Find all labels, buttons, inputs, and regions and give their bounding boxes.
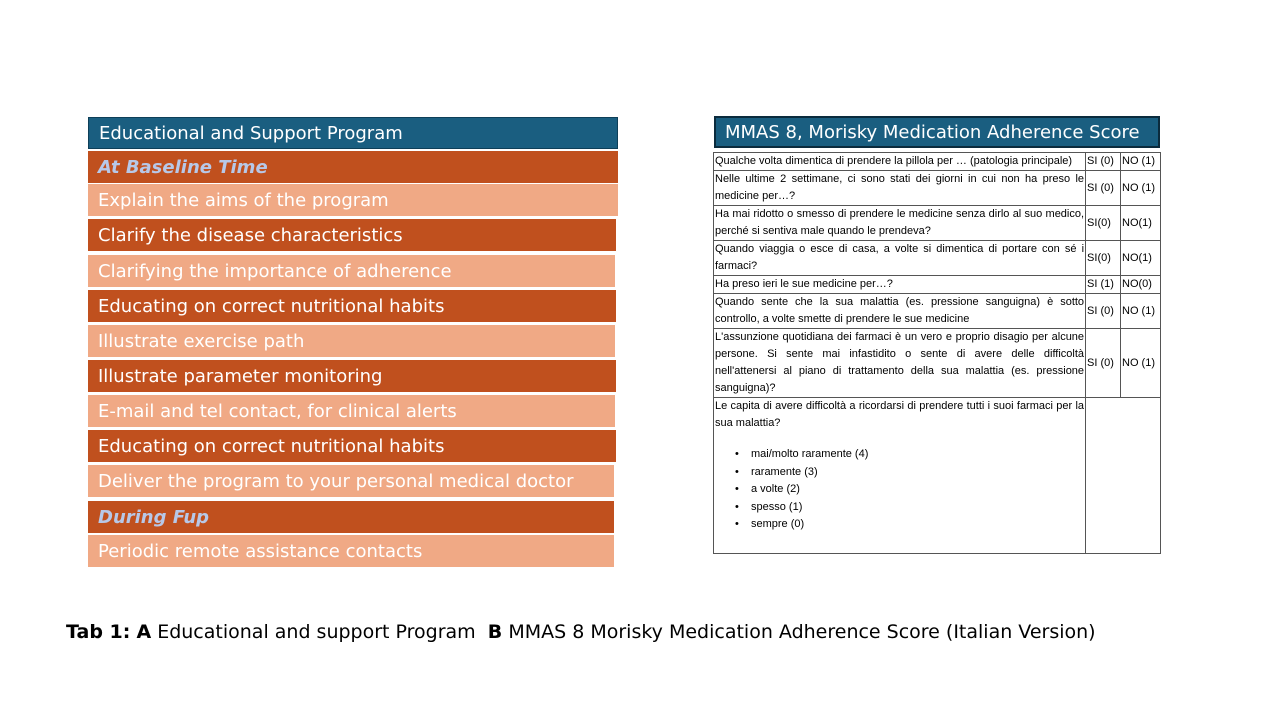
caption-colon: : (122, 621, 131, 643)
table-row (714, 329, 1161, 398)
question-text: Le capita di avere difficoltà a ricordarsi di prendere tutti i suoi farmaci per la sua malattia? (715, 400, 1085, 429)
question-text: Qualche volta dimentica di prendere la pillola per … (patologia principale) (714, 153, 1086, 171)
answer-no: NO(1) (1121, 206, 1161, 241)
answer-yes: SI (0) (1086, 171, 1121, 206)
question-text: Ha mai ridotto o smesso di prendere le medicine senza dirlo al suo medico, perché si sentiva male quando le prendeva? (714, 206, 1086, 241)
table-row (714, 206, 1161, 241)
program-row: Clarify the disease characteristics (88, 219, 616, 251)
question-text: Quando sente che la sua malattia (es. pressione sanguigna) è sotto controllo, a volte smette di prendere le sue medicine (714, 294, 1086, 329)
answer-no: NO (1) (1121, 294, 1161, 329)
answer-no: NO (1) (1121, 329, 1161, 398)
program-row: Explain the aims of the program (88, 184, 618, 216)
table-row (714, 153, 1161, 171)
program-row: Periodic remote assistance contacts (88, 535, 614, 567)
caption-tab-label: Tab 1 (66, 621, 123, 643)
answer-no: NO(0) (1121, 276, 1161, 294)
program-row: During Fup (88, 501, 614, 533)
table-row (714, 171, 1161, 206)
question-text: Nelle ultime 2 settimane, ci sono stati dei giorni in cui non ha preso le medicine per…? (714, 171, 1086, 206)
program-row: Illustrate exercise path (88, 325, 615, 357)
list-item: • mai/molto raramente (4) (735, 446, 1084, 464)
caption-a-text: Educational and support Program (157, 621, 476, 643)
table-row (714, 398, 1161, 554)
question-text: L'assunzione quotidiana dei farmaci è un vero e proprio disagio per alcune persone. Si sente mai infastidito o sente di avere delle difficoltà nell'attenersi al piano di trattamento della sua malattia (es. pressione sanguigna)? (714, 329, 1086, 398)
question-text: Quando viaggia o esce di casa, a volte si dimentica di portare con sé i farmaci? (714, 241, 1086, 276)
table-row (714, 294, 1161, 329)
question-text: Ha preso ieri le sue medicine per…? (714, 276, 1086, 294)
program-row: Deliver the program to your personal medical doctor (88, 465, 614, 497)
answer-yes: SI (1) (1086, 276, 1121, 294)
answer-no: NO (1) (1121, 153, 1161, 171)
list-item: • sempre (0) (735, 516, 1084, 534)
empty-answer-cell (1086, 398, 1161, 554)
table-row (714, 241, 1161, 276)
list-item: • raramente (3) (735, 464, 1084, 482)
answer-no: NO(1) (1121, 241, 1161, 276)
program-row: Educating on correct nutritional habits (88, 430, 616, 462)
figure-caption (66, 621, 1096, 643)
mmas-table (713, 152, 1161, 554)
last-question-cell (714, 398, 1086, 554)
options-list (735, 446, 1084, 534)
answer-yes: SI (0) (1086, 153, 1121, 171)
list-item: • spesso (1) (735, 499, 1084, 517)
answer-yes: SI(0) (1086, 241, 1121, 276)
caption-b-label: B (487, 621, 503, 643)
table-row (714, 276, 1161, 294)
program-row: Clarifying the importance of adherence (88, 255, 615, 287)
answer-yes: SI (0) (1086, 329, 1121, 398)
answer-yes: SI (0) (1086, 294, 1121, 329)
program-row: E-mail and tel contact, for clinical alerts (88, 395, 615, 427)
list-item: • a volte (2) (735, 481, 1084, 499)
caption-a-label: A (136, 621, 152, 643)
program-header: Educational and Support Program (88, 117, 618, 149)
caption-b-text: MMAS 8 Morisky Medication Adherence Score (Italian Version) (508, 621, 1096, 643)
program-row: Educating on correct nutritional habits (88, 290, 616, 322)
mmas-title: MMAS 8, Morisky Medication Adherence Score (714, 116, 1160, 148)
answer-no: NO (1) (1121, 171, 1161, 206)
program-row: Illustrate parameter monitoring (88, 360, 616, 392)
answer-yes: SI(0) (1086, 206, 1121, 241)
program-row: At Baseline Time (88, 151, 618, 183)
